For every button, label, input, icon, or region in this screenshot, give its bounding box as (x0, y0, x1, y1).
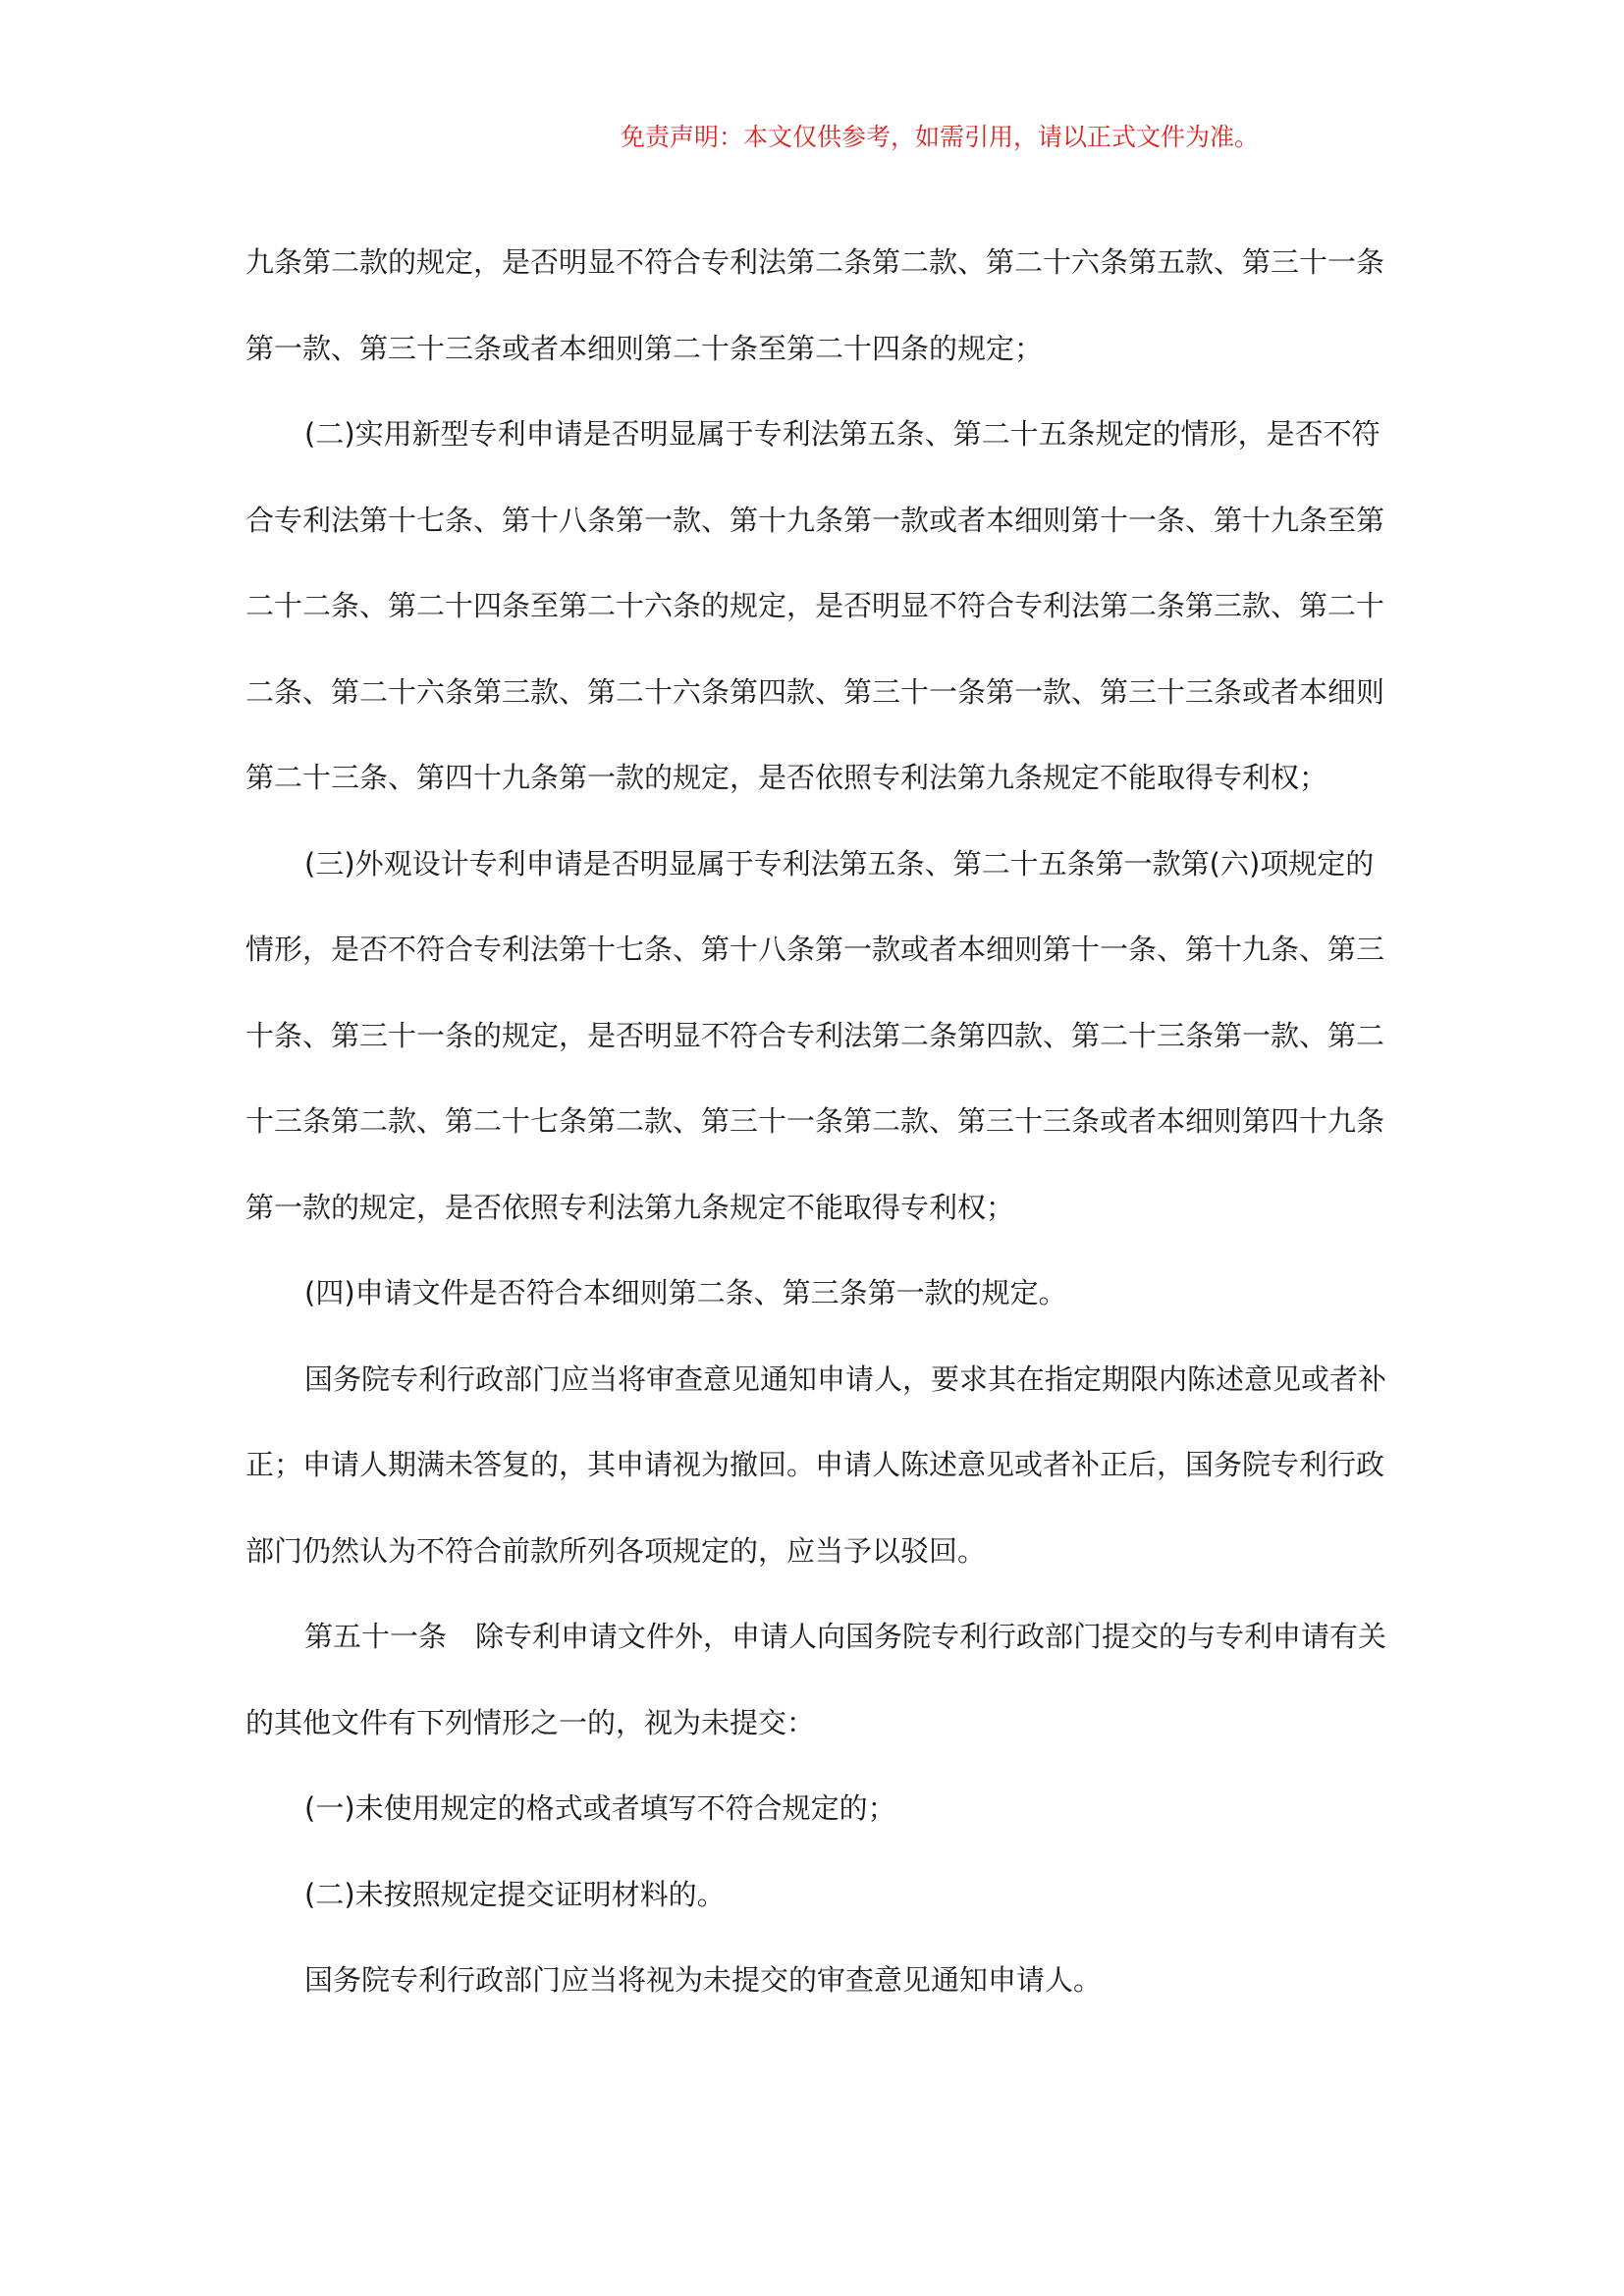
text-line: 十条、第三十一条的规定，是否明显不符合专利法第二条第四款、第二十三条第一款、第二 (245, 1018, 1385, 1052)
text-line: (四)申请文件是否符合本细则第二条、第三条第一款的规定。 (304, 1276, 1067, 1310)
text-line: (一)未使用规定的格式或者填写不符合规定的； (304, 1791, 896, 1826)
text-line: (三)外观设计专利申请是否明显属于专利法第五条、第二十五条第一款第(六)项规定的 (304, 846, 1375, 881)
text-line: 国务院专利行政部门应当将审查意见通知申请人，要求其在指定期限内陈述意见或者补 (304, 1362, 1387, 1396)
text-line: (二)实用新型专利申请是否明显属于专利法第五条、第二十五条规定的情形，是否不符 (304, 417, 1380, 452)
text-line: 情形，是否不符合专利法第十七条、第十八条第一款或者本细则第十一条、第十九条、第三 (245, 933, 1385, 967)
text-line: 第二十三条、第四十九条第一款的规定，是否依照专利法第九条规定不能取得专利权； (245, 761, 1328, 795)
text-line: 合专利法第十七条、第十八条第一款、第十九条第一款或者本细则第十一条、第十九条至第 (245, 503, 1385, 537)
text-line: 正；申请人期满未答复的，其申请视为撤回。申请人陈述意见或者补正后，国务院专利行政 (245, 1448, 1385, 1482)
text-line: 二十二条、第二十四条至第二十六条的规定，是否明显不符合专利法第二条第三款、第二十 (245, 589, 1385, 623)
document-body (245, 218, 1386, 2022)
text-line: 的其他文件有下列情形之一的，视为未提交： (245, 1705, 816, 1739)
text-line: 部门仍然认为不符合前款所列各项规定的，应当予以驳回。 (245, 1533, 987, 1568)
text-line: 十三条第二款、第二十七条第二款、第三十一条第二款、第三十三条或者本细则第四十九条 (245, 1104, 1385, 1139)
text-line: 第一款、第三十三条或者本细则第二十条至第二十四条的规定； (245, 331, 1044, 365)
text-line: 第五十一条 除专利申请文件外，申请人向国务院专利行政部门提交的与专利申请有关 (304, 1620, 1387, 1654)
text-line: 九条第二款的规定，是否明显不符合专利法第二条第二款、第二十六条第五款、第三十一条 (245, 245, 1385, 280)
text-line: 国务院专利行政部门应当将视为未提交的审查意见通知申请人。 (304, 1963, 1103, 1998)
disclaimer-banner: 免责声明：本文仅供参考，如需引用，请以正式文件为准。 (621, 123, 1260, 151)
text-line: (二)未按照规定提交证明材料的。 (304, 1877, 726, 1911)
text-line: 二条、第二十六条第三款、第二十六条第四款、第三十一条第一款、第三十三条或者本细则 (245, 674, 1385, 709)
text-line: 第一款的规定，是否依照专利法第九条规定不能取得专利权； (245, 1190, 1015, 1224)
